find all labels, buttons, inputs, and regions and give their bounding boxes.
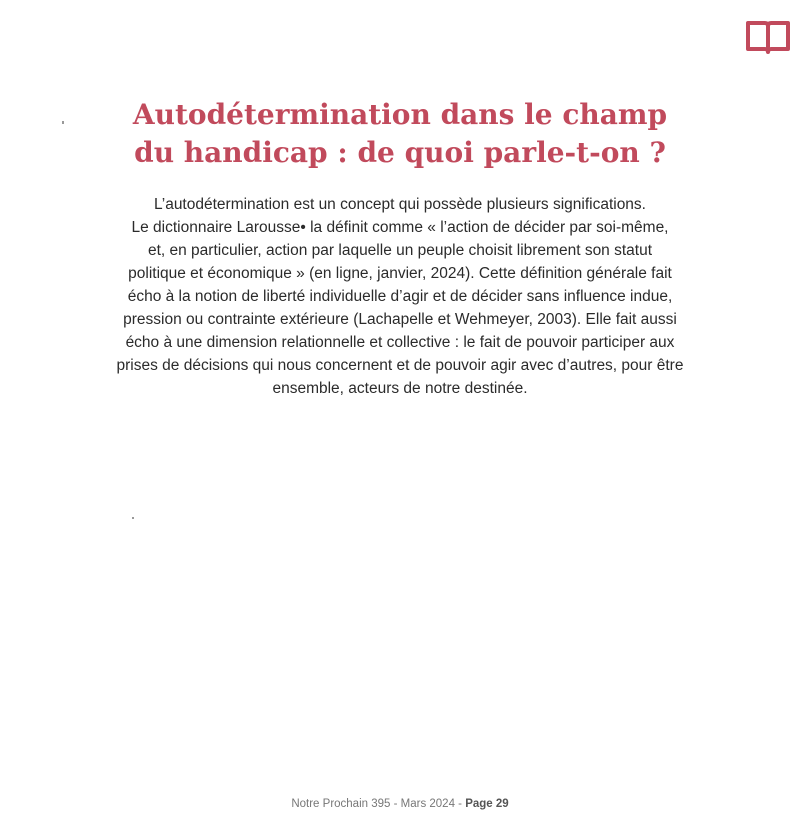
scan-speck (62, 121, 64, 124)
body-line: prises de décisions qui nous concernent et de pouvoir agir avec d’autres, pour être (116, 357, 684, 374)
body-line: L’autodétermination est un concept qui possède plusieurs significations. (153, 196, 646, 213)
title-line-1: Autodétermination dans le champ (132, 98, 668, 131)
body-line: politique et économique » (en ligne, janvier, 2024). Cette définition générale fait (128, 265, 672, 282)
body-line: et, en particulier, action par laquelle un peuple choisit librement son statut (147, 242, 653, 259)
page-title (0, 96, 800, 172)
body-line: Le dictionnaire Larousse• la définit comme « l’action de décider par soi-même, (131, 219, 669, 236)
body-line: écho à une dimension relationnelle et collective : le fait de pouvoir participer aux (125, 334, 675, 351)
page-footer (0, 798, 800, 810)
body-line: écho à la notion de liberté individuelle d’agir et de décider sans influence indue, (127, 288, 673, 305)
footer-issue: Notre Prochain 395 - Mars 2024 - (291, 798, 466, 810)
body-line: pression ou contrainte extérieure (Lachapelle et Wehmeyer, 2003). Elle fait aussi (123, 311, 677, 328)
page-number: Page 29 (465, 798, 509, 810)
body-line: ensemble, acteurs de notre destinée. (272, 380, 528, 397)
scan-speck (132, 517, 134, 519)
title-line-2: du handicap : de quoi parle-t-on ? (134, 136, 666, 169)
body-paragraph (110, 193, 690, 400)
open-book-icon (745, 18, 791, 54)
